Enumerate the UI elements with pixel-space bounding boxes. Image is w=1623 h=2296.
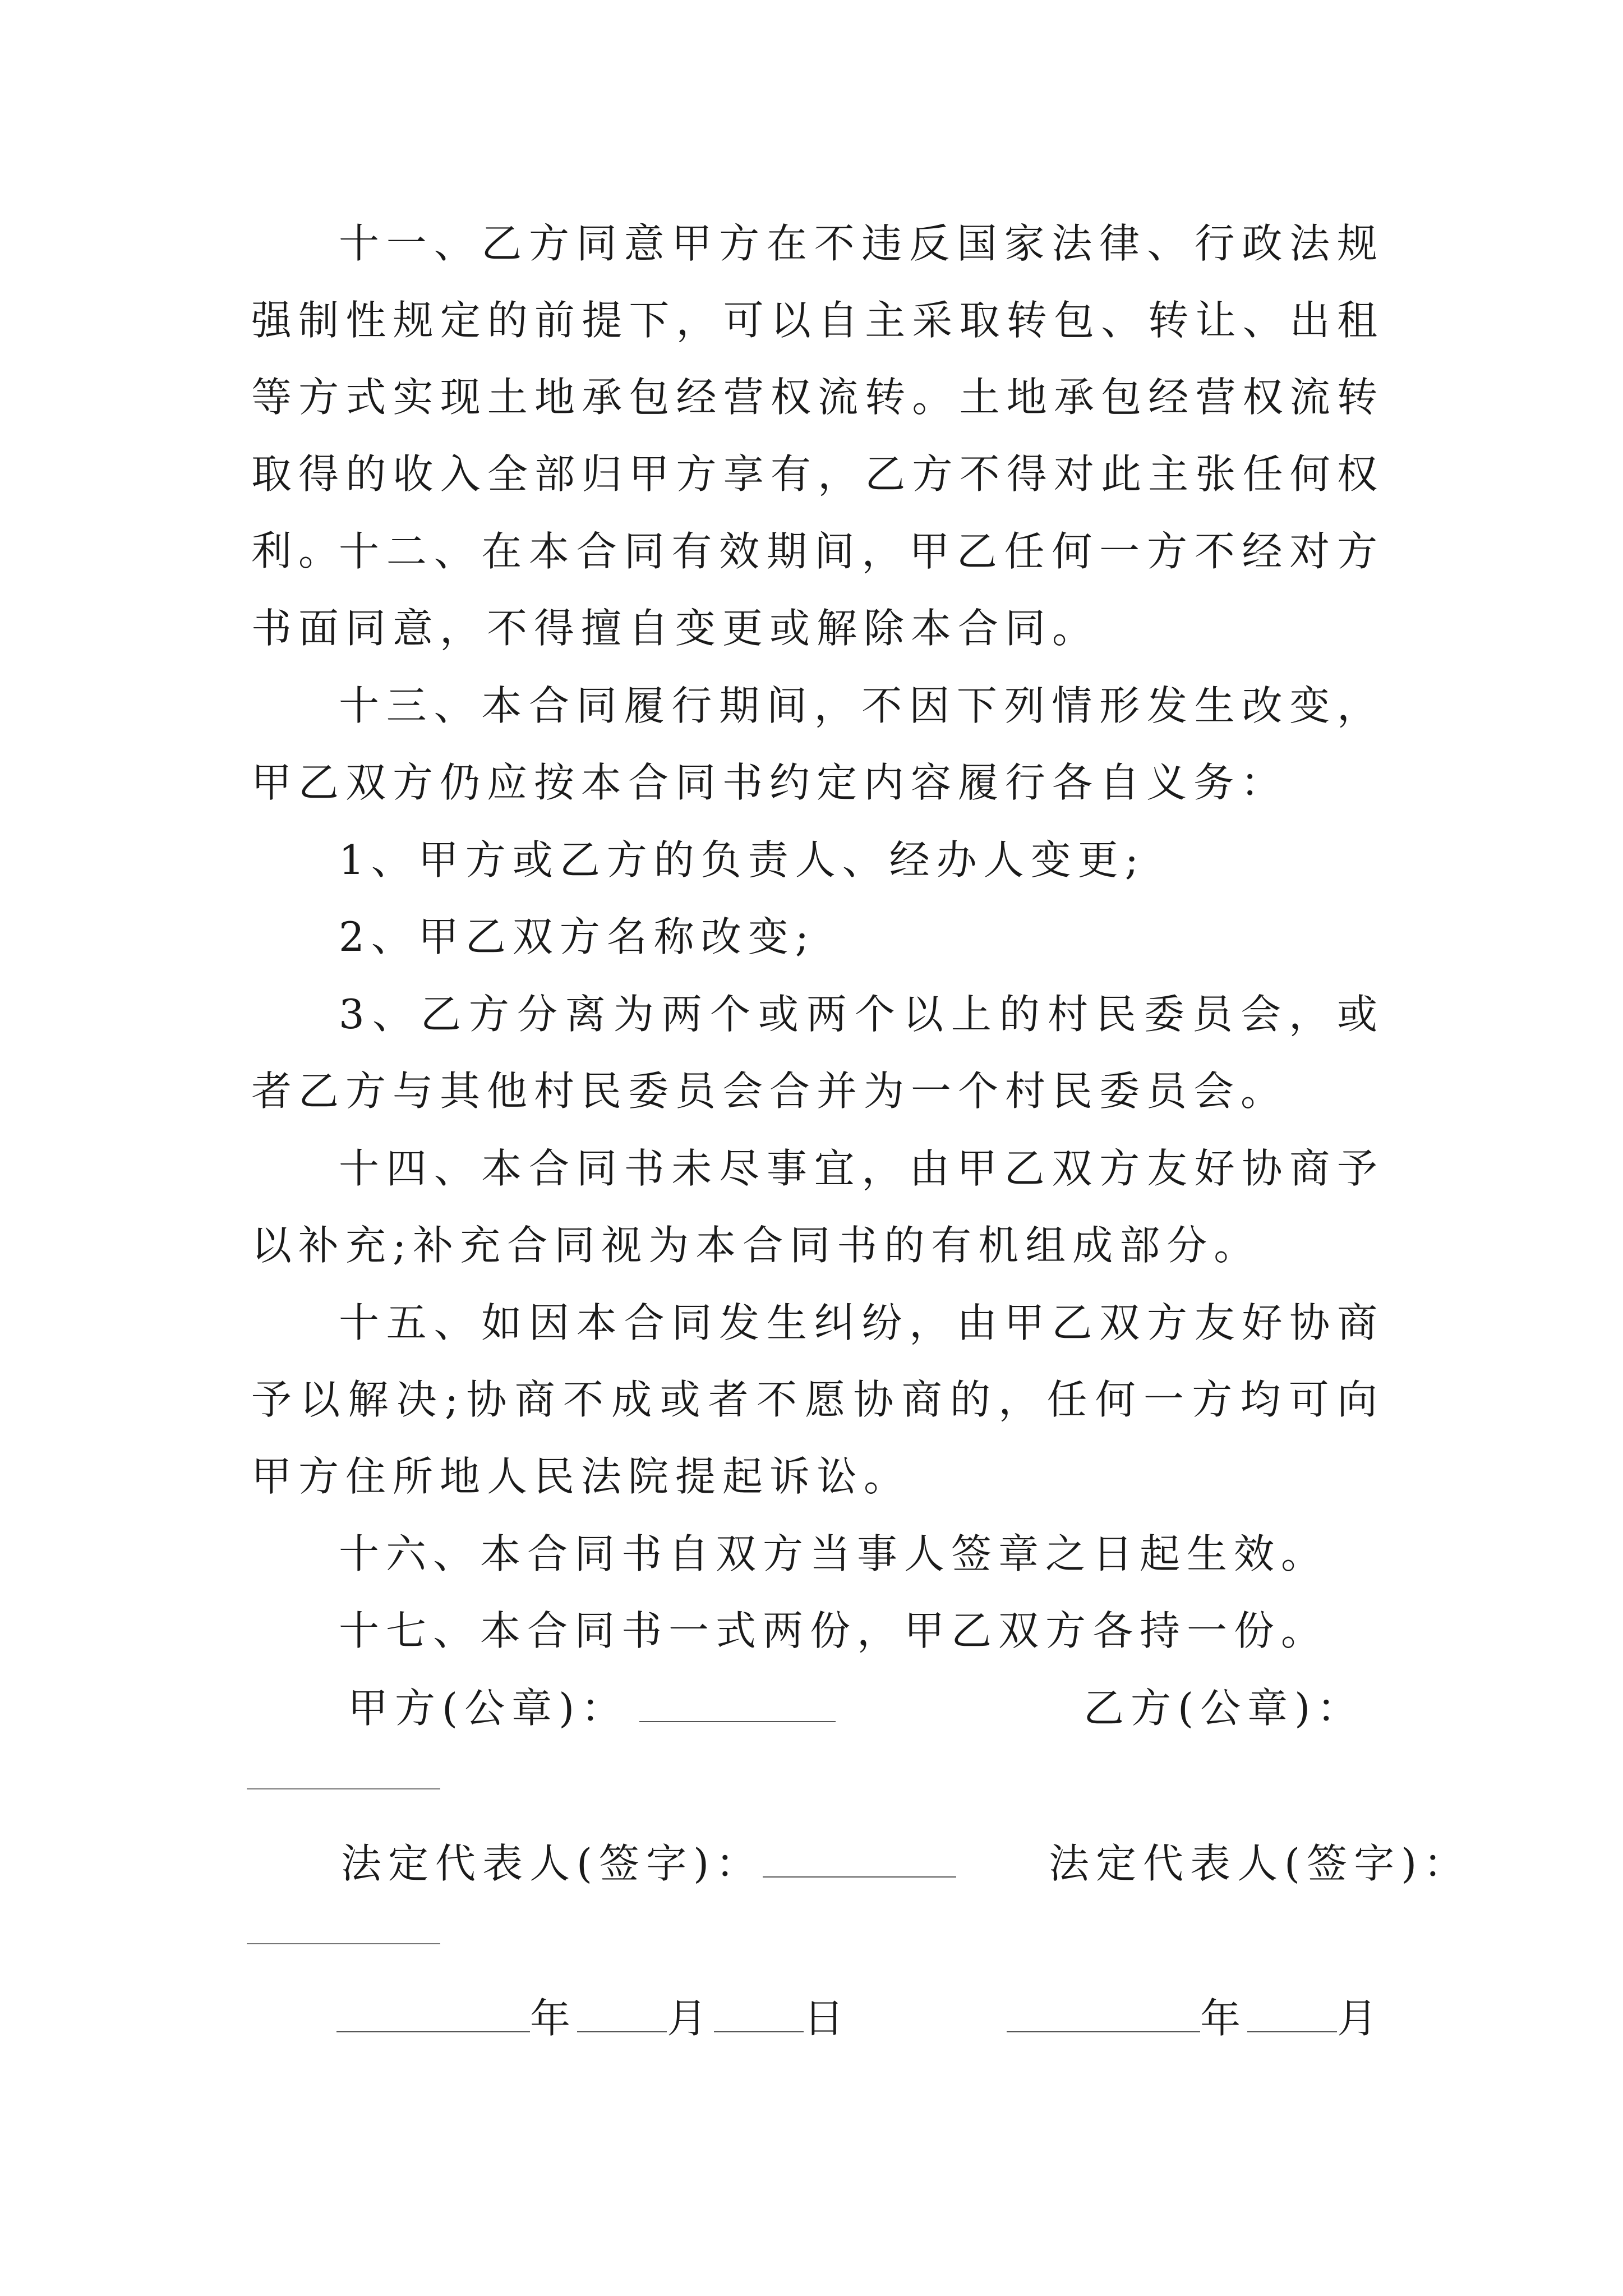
clause-13-item-1: 1、甲方或乙方的负责人、经办人变更;: [339, 836, 1146, 884]
party-a-rep-blank[interactable]: [763, 1843, 956, 1878]
party-b-year-label: 年: [1200, 1995, 1248, 2042]
clause-16: 十六、本合同书自双方当事人签章之日起生效。: [339, 1530, 1329, 1577]
party-a-seal-label: 甲方(公章)：: [348, 1685, 629, 1732]
party-b-month-label: 月: [1337, 1995, 1385, 2042]
clause-13-item-2: 2、甲乙双方名称改变;: [339, 913, 816, 960]
party-a-seal-line: [348, 1680, 836, 1736]
party-b-rep-line: [1049, 1835, 1470, 1892]
clause-13: 十三、本合同履行期间，不因下列情形发生改变，甲乙双方仍应按本合同书约定内容履行各自义务：: [251, 682, 1384, 806]
party-a-month-blank[interactable]: [577, 1998, 667, 2032]
party-a-rep-line: [341, 1835, 956, 1892]
party-b-rep-blank[interactable]: [247, 1943, 440, 1944]
party-a-day-label: 日: [804, 1995, 851, 2042]
clause-13-item-3: 3、乙方分离为两个或两个以上的村民委员会，或者乙方与其他村民委员会合并为一个村民委员会。: [251, 991, 1384, 1115]
party-b-rep-label: 法定代表人(签字)：: [1049, 1840, 1471, 1887]
clause-15: 十五、如因本合同发生纠纷，由甲乙双方友好协商予以解决;协商不成或者不愿协商的，任何一方均可向甲方住所地人民法院提起诉讼。: [251, 1299, 1384, 1500]
party-a-month-label: 月: [667, 1995, 714, 2042]
party-a-date-line: [336, 1990, 851, 2046]
clause-11: 十一、乙方同意甲方在不违反国家法律、行政法规强制性规定的前提下，可以自主采取转包、转让、出租等方式实现土地承包经营权流转。土地承包经营权流转取得的收入全部归甲方享有，乙方不得对此主张任何权利。: [251, 220, 1384, 574]
party-a-rep-label: 法定代表人(签字)：: [341, 1840, 763, 1887]
party-b-year-blank[interactable]: [1007, 1998, 1200, 2032]
party-b-seal-label: 乙方(公章)：: [1083, 1685, 1364, 1732]
party-b-seal-line: [1083, 1680, 1364, 1736]
party-b-date-line: [1007, 1990, 1384, 2046]
party-b-month-blank[interactable]: [1247, 1998, 1337, 2032]
party-a-year-label: 年: [530, 1995, 578, 2042]
party-a-day-blank[interactable]: [714, 1998, 804, 2032]
clause-12: 十二、在本合同有效期间，甲乙任何一方不经对方书面同意，不得擅自变更或解除本合同。: [251, 528, 1384, 652]
party-b-seal-blank[interactable]: [247, 1788, 440, 1789]
party-a-seal-blank[interactable]: [639, 1687, 836, 1722]
clause-14: 十四、本合同书未尽事宜，由甲乙双方友好协商予以补充;补充合同视为本合同书的有机组成部分。: [251, 1145, 1384, 1269]
clause-17: 十七、本合同书一式两份，甲乙双方各持一份。: [339, 1607, 1329, 1654]
party-a-year-blank[interactable]: [336, 1998, 530, 2032]
